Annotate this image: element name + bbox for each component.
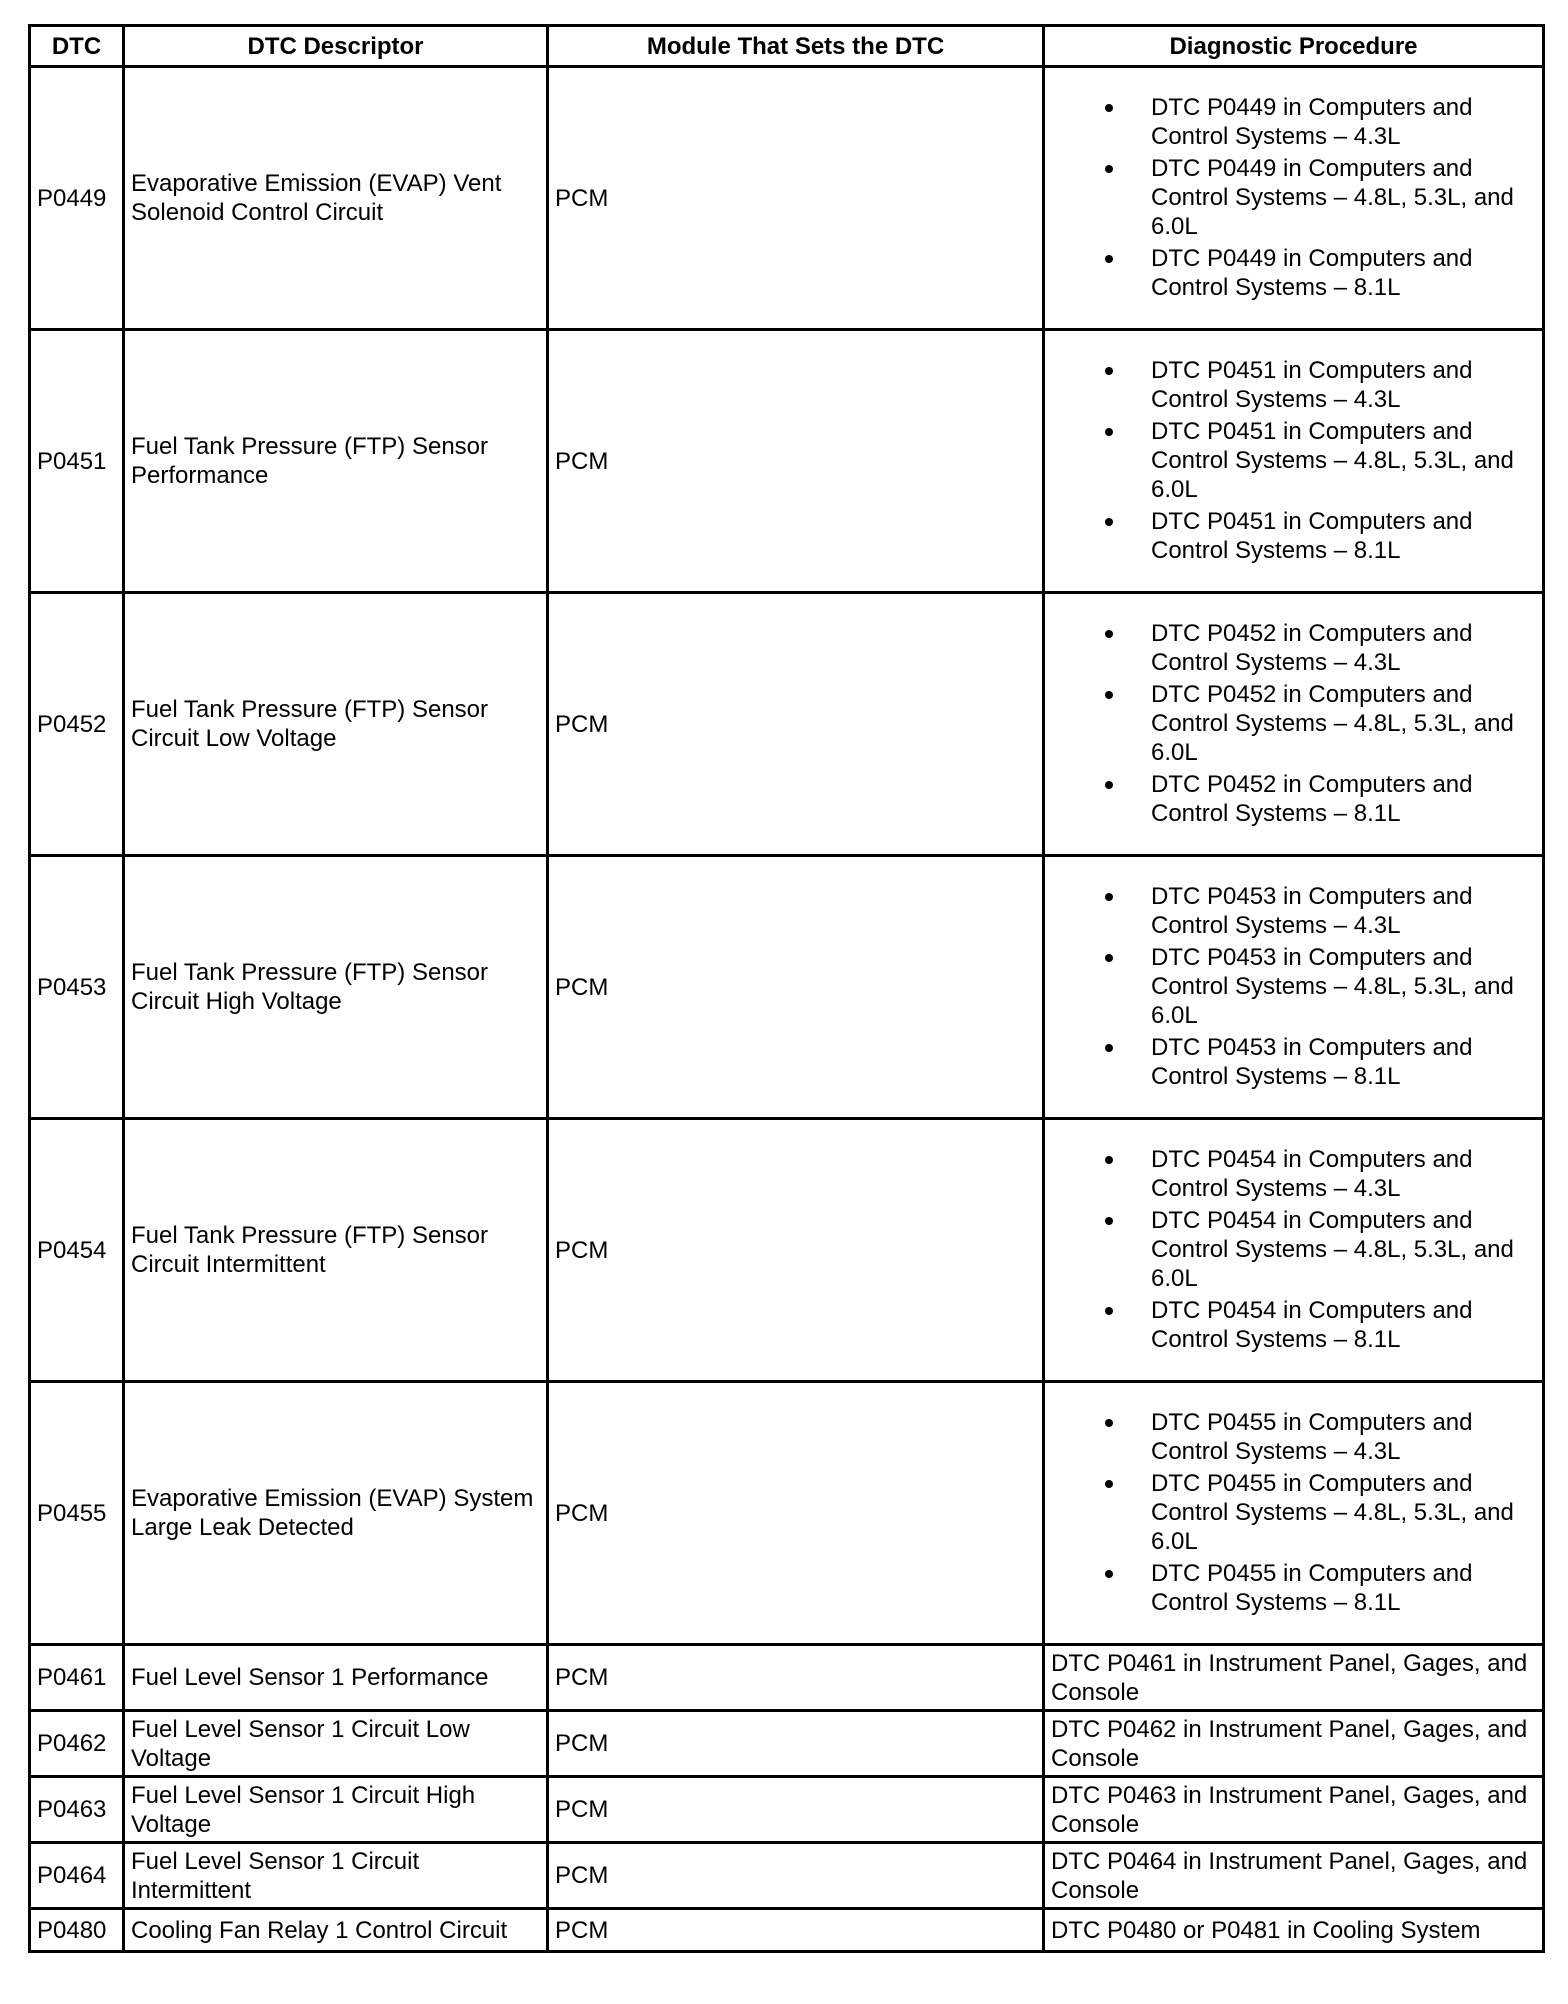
diagnostic-procedure[interactable]: DTC P0462 in Instrument Panel, Gages, and Console: [1044, 1711, 1544, 1777]
setting-module: PCM: [548, 856, 1044, 1119]
table-row: [30, 1645, 1544, 1711]
table-header: [30, 26, 1544, 67]
bullet-icon: [1105, 428, 1113, 436]
procedure-item: [1051, 93, 1536, 151]
procedure-item: [1051, 1408, 1536, 1466]
table-row: [30, 1382, 1544, 1645]
procedure-link[interactable]: DTC P0451 in Computers and Control Systems – 8.1L: [1151, 508, 1473, 564]
procedure-item: [1051, 244, 1536, 302]
header-dtc: DTC: [30, 26, 124, 67]
dtc-code: P0455: [30, 1382, 124, 1645]
procedure-item: [1051, 1033, 1536, 1091]
procedure-item: [1051, 943, 1536, 1030]
procedure-link[interactable]: DTC P0453 in Computers and Control Systems – 4.3L: [1151, 883, 1473, 939]
procedure-item: [1051, 154, 1536, 241]
dtc-descriptor: Fuel Level Sensor 1 Circuit Intermittent: [124, 1843, 548, 1909]
header-row: [30, 26, 1544, 67]
diagnostic-procedure: [1044, 856, 1544, 1119]
procedure-link[interactable]: DTC P0449 in Computers and Control Systems – 4.3L: [1151, 94, 1473, 150]
bullet-icon: [1105, 1480, 1113, 1488]
procedure-item: [1051, 1296, 1536, 1354]
dtc-descriptor: Cooling Fan Relay 1 Control Circuit: [124, 1909, 548, 1952]
dtc-code: P0480: [30, 1909, 124, 1952]
table-row: [30, 593, 1544, 856]
dtc-descriptor: Fuel Tank Pressure (FTP) Sensor Circuit Intermittent: [124, 1119, 548, 1382]
dtc-code: P0464: [30, 1843, 124, 1909]
table-row: [30, 1711, 1544, 1777]
header-descriptor: DTC Descriptor: [124, 26, 548, 67]
dtc-table: [28, 24, 1545, 1953]
setting-module: PCM: [548, 1711, 1044, 1777]
procedure-link[interactable]: DTC P0454 in Computers and Control Systems – 4.3L: [1151, 1146, 1473, 1202]
bullet-icon: [1105, 367, 1113, 375]
bullet-icon: [1105, 1307, 1113, 1315]
table-row: [30, 1909, 1544, 1952]
setting-module: PCM: [548, 330, 1044, 593]
procedure-link[interactable]: DTC P0452 in Computers and Control Systems – 4.3L: [1151, 620, 1473, 676]
procedure-item: [1051, 417, 1536, 504]
setting-module: PCM: [548, 1382, 1044, 1645]
bullet-icon: [1105, 954, 1113, 962]
procedure-link[interactable]: DTC P0455 in Computers and Control Systems – 8.1L: [1151, 1560, 1473, 1616]
bullet-icon: [1105, 630, 1113, 638]
setting-module: PCM: [548, 67, 1044, 330]
procedure-link[interactable]: DTC P0455 in Computers and Control Systems – 4.8L, 5.3L, and 6.0L: [1151, 1470, 1514, 1555]
setting-module: PCM: [548, 1909, 1044, 1952]
procedure-item: [1051, 882, 1536, 940]
procedure-item: [1051, 1559, 1536, 1617]
procedure-list: [1051, 1145, 1536, 1354]
procedure-link[interactable]: DTC P0452 in Computers and Control Systems – 4.8L, 5.3L, and 6.0L: [1151, 681, 1514, 766]
dtc-descriptor: Evaporative Emission (EVAP) System Large Leak Detected: [124, 1382, 548, 1645]
procedure-item: [1051, 1145, 1536, 1203]
diagnostic-procedure: [1044, 593, 1544, 856]
setting-module: PCM: [548, 1119, 1044, 1382]
procedure-list: [1051, 619, 1536, 828]
procedure-item: [1051, 619, 1536, 677]
table-row: [30, 1777, 1544, 1843]
table-row: [30, 67, 1544, 330]
dtc-code: P0454: [30, 1119, 124, 1382]
dtc-code: P0452: [30, 593, 124, 856]
bullet-icon: [1105, 1419, 1113, 1427]
procedure-item: [1051, 1206, 1536, 1293]
procedure-link[interactable]: DTC P0454 in Computers and Control Systems – 8.1L: [1151, 1297, 1473, 1353]
header-procedure: Diagnostic Procedure: [1044, 26, 1544, 67]
procedure-list: [1051, 93, 1536, 302]
dtc-code: P0451: [30, 330, 124, 593]
table-row: [30, 1843, 1544, 1909]
table-row: [30, 1119, 1544, 1382]
diagnostic-procedure: [1044, 330, 1544, 593]
procedure-link[interactable]: DTC P0453 in Computers and Control Systems – 8.1L: [1151, 1034, 1473, 1090]
bullet-icon: [1105, 1156, 1113, 1164]
bullet-icon: [1105, 518, 1113, 526]
procedure-item: [1051, 770, 1536, 828]
header-module: Module That Sets the DTC: [548, 26, 1044, 67]
dtc-descriptor: Evaporative Emission (EVAP) Vent Solenoid Control Circuit: [124, 67, 548, 330]
dtc-descriptor: Fuel Level Sensor 1 Performance: [124, 1645, 548, 1711]
diagnostic-procedure[interactable]: DTC P0463 in Instrument Panel, Gages, and Console: [1044, 1777, 1544, 1843]
dtc-descriptor: Fuel Level Sensor 1 Circuit Low Voltage: [124, 1711, 548, 1777]
dtc-descriptor: Fuel Level Sensor 1 Circuit High Voltage: [124, 1777, 548, 1843]
procedure-item: [1051, 1469, 1536, 1556]
bullet-icon: [1105, 104, 1113, 112]
bullet-icon: [1105, 1217, 1113, 1225]
diagnostic-procedure[interactable]: DTC P0464 in Instrument Panel, Gages, and Console: [1044, 1843, 1544, 1909]
procedure-link[interactable]: DTC P0451 in Computers and Control Systems – 4.8L, 5.3L, and 6.0L: [1151, 418, 1514, 503]
bullet-icon: [1105, 781, 1113, 789]
bullet-icon: [1105, 255, 1113, 263]
bullet-icon: [1105, 165, 1113, 173]
procedure-link[interactable]: DTC P0451 in Computers and Control Systems – 4.3L: [1151, 357, 1473, 413]
bullet-icon: [1105, 1570, 1113, 1578]
setting-module: PCM: [548, 1645, 1044, 1711]
diagnostic-procedure[interactable]: DTC P0480 or P0481 in Cooling System: [1044, 1909, 1544, 1952]
procedure-link[interactable]: DTC P0454 in Computers and Control Systems – 4.8L, 5.3L, and 6.0L: [1151, 1207, 1514, 1292]
diagnostic-procedure: [1044, 67, 1544, 330]
procedure-list: [1051, 1408, 1536, 1617]
setting-module: PCM: [548, 1777, 1044, 1843]
setting-module: PCM: [548, 1843, 1044, 1909]
dtc-code: P0453: [30, 856, 124, 1119]
bullet-icon: [1105, 691, 1113, 699]
procedure-item: [1051, 507, 1536, 565]
table-row: [30, 856, 1544, 1119]
setting-module: PCM: [548, 593, 1044, 856]
diagnostic-procedure[interactable]: DTC P0461 in Instrument Panel, Gages, and Console: [1044, 1645, 1544, 1711]
diagnostic-procedure: [1044, 1119, 1544, 1382]
bullet-icon: [1105, 893, 1113, 901]
dtc-code: P0449: [30, 67, 124, 330]
procedure-list: [1051, 356, 1536, 565]
dtc-code: P0462: [30, 1711, 124, 1777]
dtc-descriptor: Fuel Tank Pressure (FTP) Sensor Circuit High Voltage: [124, 856, 548, 1119]
bullet-icon: [1105, 1044, 1113, 1052]
table-row: [30, 330, 1544, 593]
procedure-item: [1051, 680, 1536, 767]
dtc-code: P0461: [30, 1645, 124, 1711]
procedure-link[interactable]: DTC P0449 in Computers and Control Systems – 8.1L: [1151, 245, 1473, 301]
dtc-descriptor: Fuel Tank Pressure (FTP) Sensor Performance: [124, 330, 548, 593]
procedure-list: [1051, 882, 1536, 1091]
table-body: [30, 67, 1544, 1952]
procedure-link[interactable]: DTC P0449 in Computers and Control Systems – 4.8L, 5.3L, and 6.0L: [1151, 155, 1514, 240]
diagnostic-procedure: [1044, 1382, 1544, 1645]
procedure-link[interactable]: DTC P0455 in Computers and Control Systems – 4.3L: [1151, 1409, 1473, 1465]
procedure-link[interactable]: DTC P0453 in Computers and Control Systems – 4.8L, 5.3L, and 6.0L: [1151, 944, 1514, 1029]
dtc-code: P0463: [30, 1777, 124, 1843]
dtc-descriptor: Fuel Tank Pressure (FTP) Sensor Circuit Low Voltage: [124, 593, 548, 856]
procedure-link[interactable]: DTC P0452 in Computers and Control Systems – 8.1L: [1151, 771, 1473, 827]
procedure-item: [1051, 356, 1536, 414]
